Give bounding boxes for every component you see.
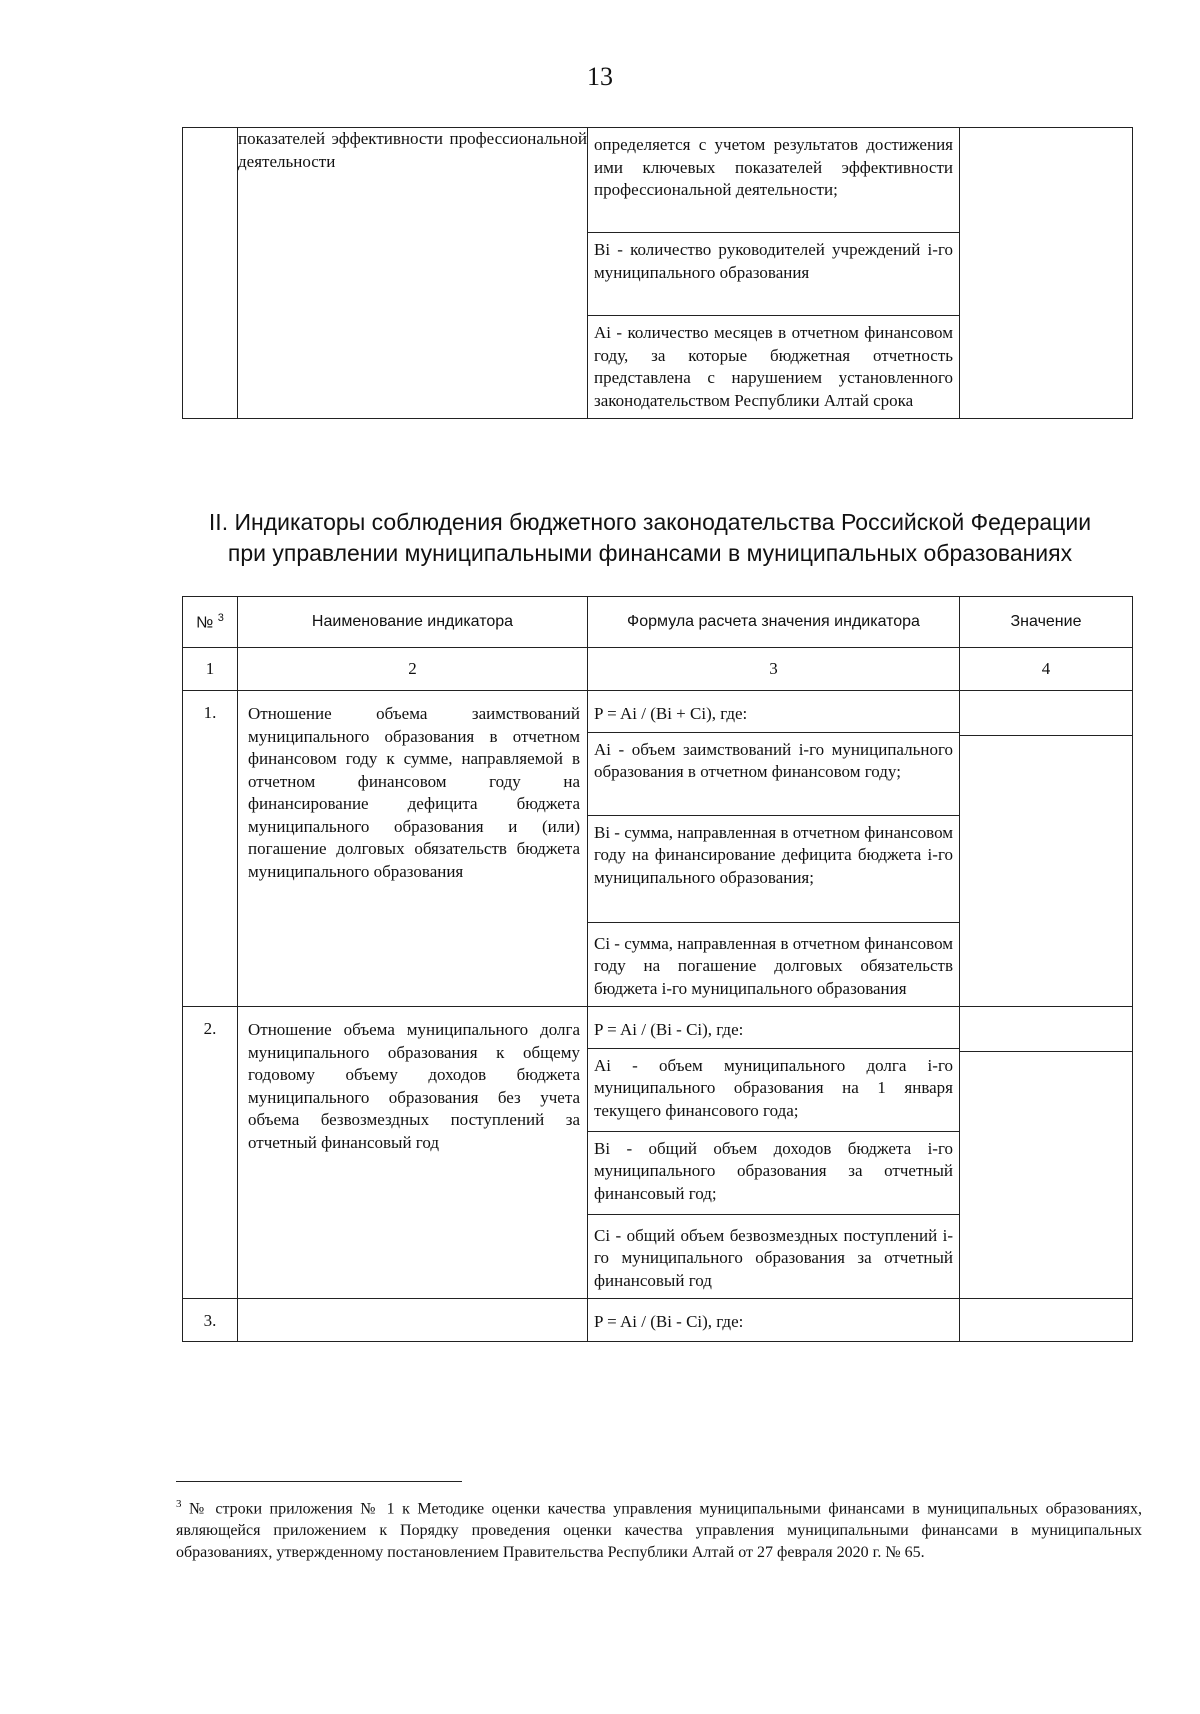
page-number: 13	[587, 62, 613, 91]
table-cell	[183, 128, 238, 419]
footnote	[176, 1493, 1142, 1564]
table-row	[183, 1299, 1133, 1342]
row-index: 2.	[183, 1007, 238, 1299]
row-index: 3.	[183, 1299, 238, 1342]
table-row	[183, 1007, 1133, 1299]
column-number: 2	[238, 648, 588, 691]
value-cell	[960, 691, 1133, 1007]
indicator-name-cell: показателей эффективности профессиональной деятельности	[238, 128, 588, 419]
footnote-mark: 3	[176, 1498, 182, 1510]
formula: P = Ai / (Bi - Ci), где:	[588, 1299, 960, 1342]
formula-part: определяется с учетом результатов достижения ими ключевых показателей эффективности профессиональной деятельности;	[588, 128, 959, 233]
column-number: 3	[588, 648, 960, 691]
table-header-row	[183, 597, 1133, 648]
table-row	[183, 691, 1133, 1007]
value-subcell	[960, 691, 1132, 736]
header-num	[183, 597, 238, 648]
formula-part: Ai - количество месяцев в отчетном финансовом году, за которые бюджетная отчетность представлена с нарушением установленного законодательством Республики Алтай срока	[594, 323, 953, 410]
footnote-text: № строки приложения № 1 к Методике оценки качества управления муниципальными финансами в муниципальных образованиях, являющейся приложением к Порядку проведения оценки качества управления муниципальными финансами в муниципальных образованиях, утвержденному постановлением Правительства Республики Алтай от 27 февраля 2020 г. № 65.	[176, 1500, 1143, 1562]
value-cell	[960, 1007, 1133, 1299]
formula-param: Ai - объем муниципального долга i-го муниципального образования на 1 января текущего финансового года;	[588, 1049, 959, 1132]
formula: P = Ai / (Bi - Ci), где:	[588, 1007, 959, 1049]
header-value: Значение	[960, 597, 1133, 648]
formula-cell	[588, 1007, 960, 1299]
column-number: 1	[183, 648, 238, 691]
formula-param: Ci - общий объем безвозмездных поступлений i-го муниципального образования за отчетный финансовый год	[594, 1225, 953, 1290]
indicators-table	[182, 596, 1133, 1342]
value-subcell	[960, 1007, 1132, 1052]
formula-param: Bi - сумма, направленная в отчетном финансовом году на финансирование дефицита бюджета i-го муниципального образования;	[588, 816, 959, 923]
header-name: Наименование индикатора	[238, 597, 588, 648]
section-title-line: при управлении муниципальными финансами в муниципальных образованиях	[227, 540, 1073, 566]
formula-cell	[588, 128, 960, 419]
value-cell	[960, 1299, 1133, 1342]
header-num-label: №	[196, 614, 214, 632]
footnote-reference: 3	[217, 611, 224, 624]
section-title-line: II. Индикаторы соблюдения бюджетного законодательства Российской Федерации	[208, 509, 1092, 535]
formula-param: Ci - сумма, направленная в отчетном финансовом году на погашение долговых обязательств бюджета i-го муниципального образования	[594, 933, 954, 998]
formula-cell	[588, 691, 960, 1007]
table-row	[183, 128, 1133, 419]
indicator-name	[238, 1299, 588, 1342]
formula-part: Bi - количество руководителей учреждений i-го муниципального образования	[588, 233, 959, 316]
header-formula: Формула расчета значения индикатора	[588, 597, 960, 648]
formula-param: Ai - объем заимствований i-го муниципального образования в отчетном финансовом году;	[588, 733, 959, 816]
footnote-divider	[176, 1481, 462, 1482]
formula-param: Bi - общий объем доходов бюджета i-го муниципального образования за отчетный финансовый год;	[588, 1132, 959, 1215]
continued-table	[182, 127, 1133, 419]
section-title	[150, 507, 1150, 569]
indicator-name: Отношение объема заимствований муниципального образования в отчетном финансовом году к сумме, направляемой в отчетном финансовом году на финансирование дефицита бюджета муниципального образования и (или) погашение долговых обязательств бюджета муниципального образования	[238, 691, 588, 1007]
value-cell	[960, 128, 1133, 419]
row-index: 1.	[183, 691, 238, 1007]
formula: P = Ai / (Bi + Ci), где:	[588, 691, 959, 733]
indicator-name: Отношение объема муниципального долга муниципального образования к общему годовому объему доходов бюджета муниципального образования без учета объема безвозмездных поступлений за отчетный финансовый год	[238, 1007, 588, 1299]
column-number: 4	[960, 648, 1133, 691]
column-numbers-row	[183, 648, 1133, 691]
